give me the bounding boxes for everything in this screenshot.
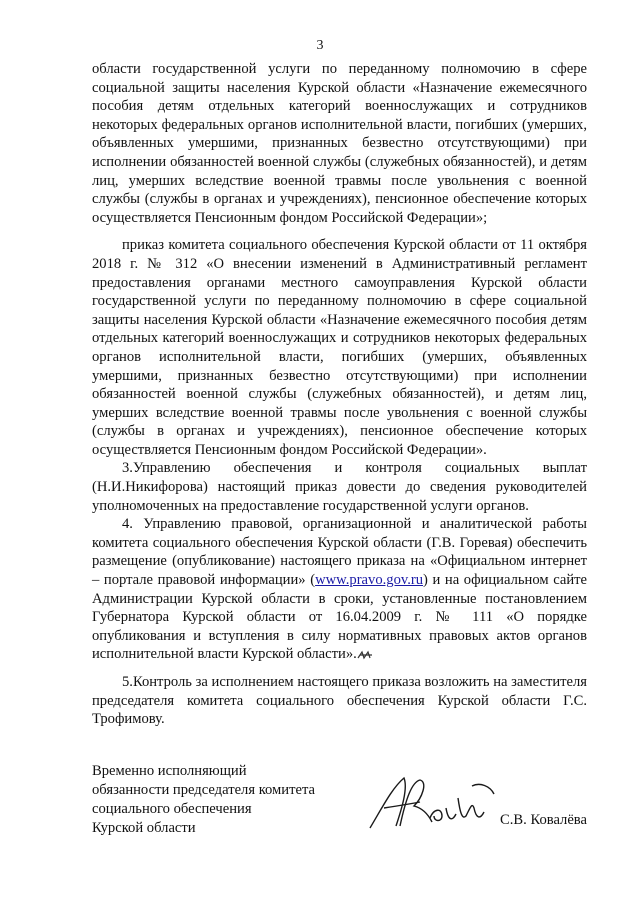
signer-title-line-2: обязанности председателя комитета	[92, 782, 315, 798]
page-number: 3	[316, 38, 324, 53]
paragraph-order-312: приказ комитета социального обеспечения Курской области от 11 октября 2018 г. № 312 «О внесении изменений в Административный регламент предоставления органами местного самоуправления Курской области государственной услуги по переданному полномочию в сфере социальной защиты населения Курской области «Назначение ежемесячного пособия детям отдельных категорий военнослужащих и сотрудников некоторых федеральных органов исполнительной власти, погибших (умерших, объявленных умершими, признанных безвестно отсутствующими) при исполнении обязанностей военной службы (служебных обязанностей), и детям лиц, умерших вследствие военной травмы после увольнения с военной службы (службы в органах и учреждениях), пенсионное обеспечение которых осуществляется Пенсионным фондом Российской Федерации».	[92, 237, 587, 458]
handwritten-signature-icon	[362, 768, 512, 838]
document-body	[92, 60, 587, 729]
signer-title-line-3: социального обеспечения	[92, 801, 252, 817]
item-4-text-end: ) и на официальном сайте Администрации Курской области в сроки, установленные постановлением Губернатора Курской области от 16.04.2009 г. № 111 «О порядке опубликования и вступления в силу нормативных правовых актов органов исполнительной власти Курской области».	[92, 572, 587, 663]
paragraph-continuation: области государственной услуги по переданному полномочию в сфере социальной защиты населения Курской области «Назначение ежемесячного пособия детям отдельных категорий военнослужащих и сотрудников некоторых федеральных органов исполнительной власти, погибших (умерших, объявленных умершими, признанных безвестно отсутствующими) при исполнении обязанностей военной службы (служебных обязанностей), и детям лиц, умерших вследствие военной травмы после увольнения с военной службы (службы в органах и учреждениях), пенсионное обеспечение которых осуществляется Пенсионным фондом Российской Федерации»;	[92, 61, 587, 226]
signer-title-line-1: Временно исполняющий	[92, 763, 247, 779]
paragraph-item-3: 3.Управлению обеспечения и контроля социальных выплат (Н.И.Никифорова) настоящий приказ довести до сведения руководителей уполномоченных на предоставление государственной услуги органов.	[92, 460, 587, 514]
item-4-text-start: 4. Управлению правовой, организационной и аналитической работы комитета социального обеспечения Курской области (Г.В. Горевая) обеспечить размещение (опубликование) настоящего приказа на «Официальном интернет – портале правовой информации» (	[92, 516, 587, 589]
paragraph-item-5: 5.Контроль за исполнением настоящего приказа возложить на заместителя председателя комитета социального обеспечения Курской области Г.С. Трофимову.	[92, 674, 587, 728]
handwritten-mark-icon	[357, 650, 373, 660]
pravo-link[interactable]: www.pravo.gov.ru	[315, 572, 424, 589]
paragraph-item-4	[92, 515, 587, 664]
signer-title-line-4: Курской области	[92, 820, 196, 836]
signer-name: С.В. Ковалёва	[500, 812, 587, 828]
